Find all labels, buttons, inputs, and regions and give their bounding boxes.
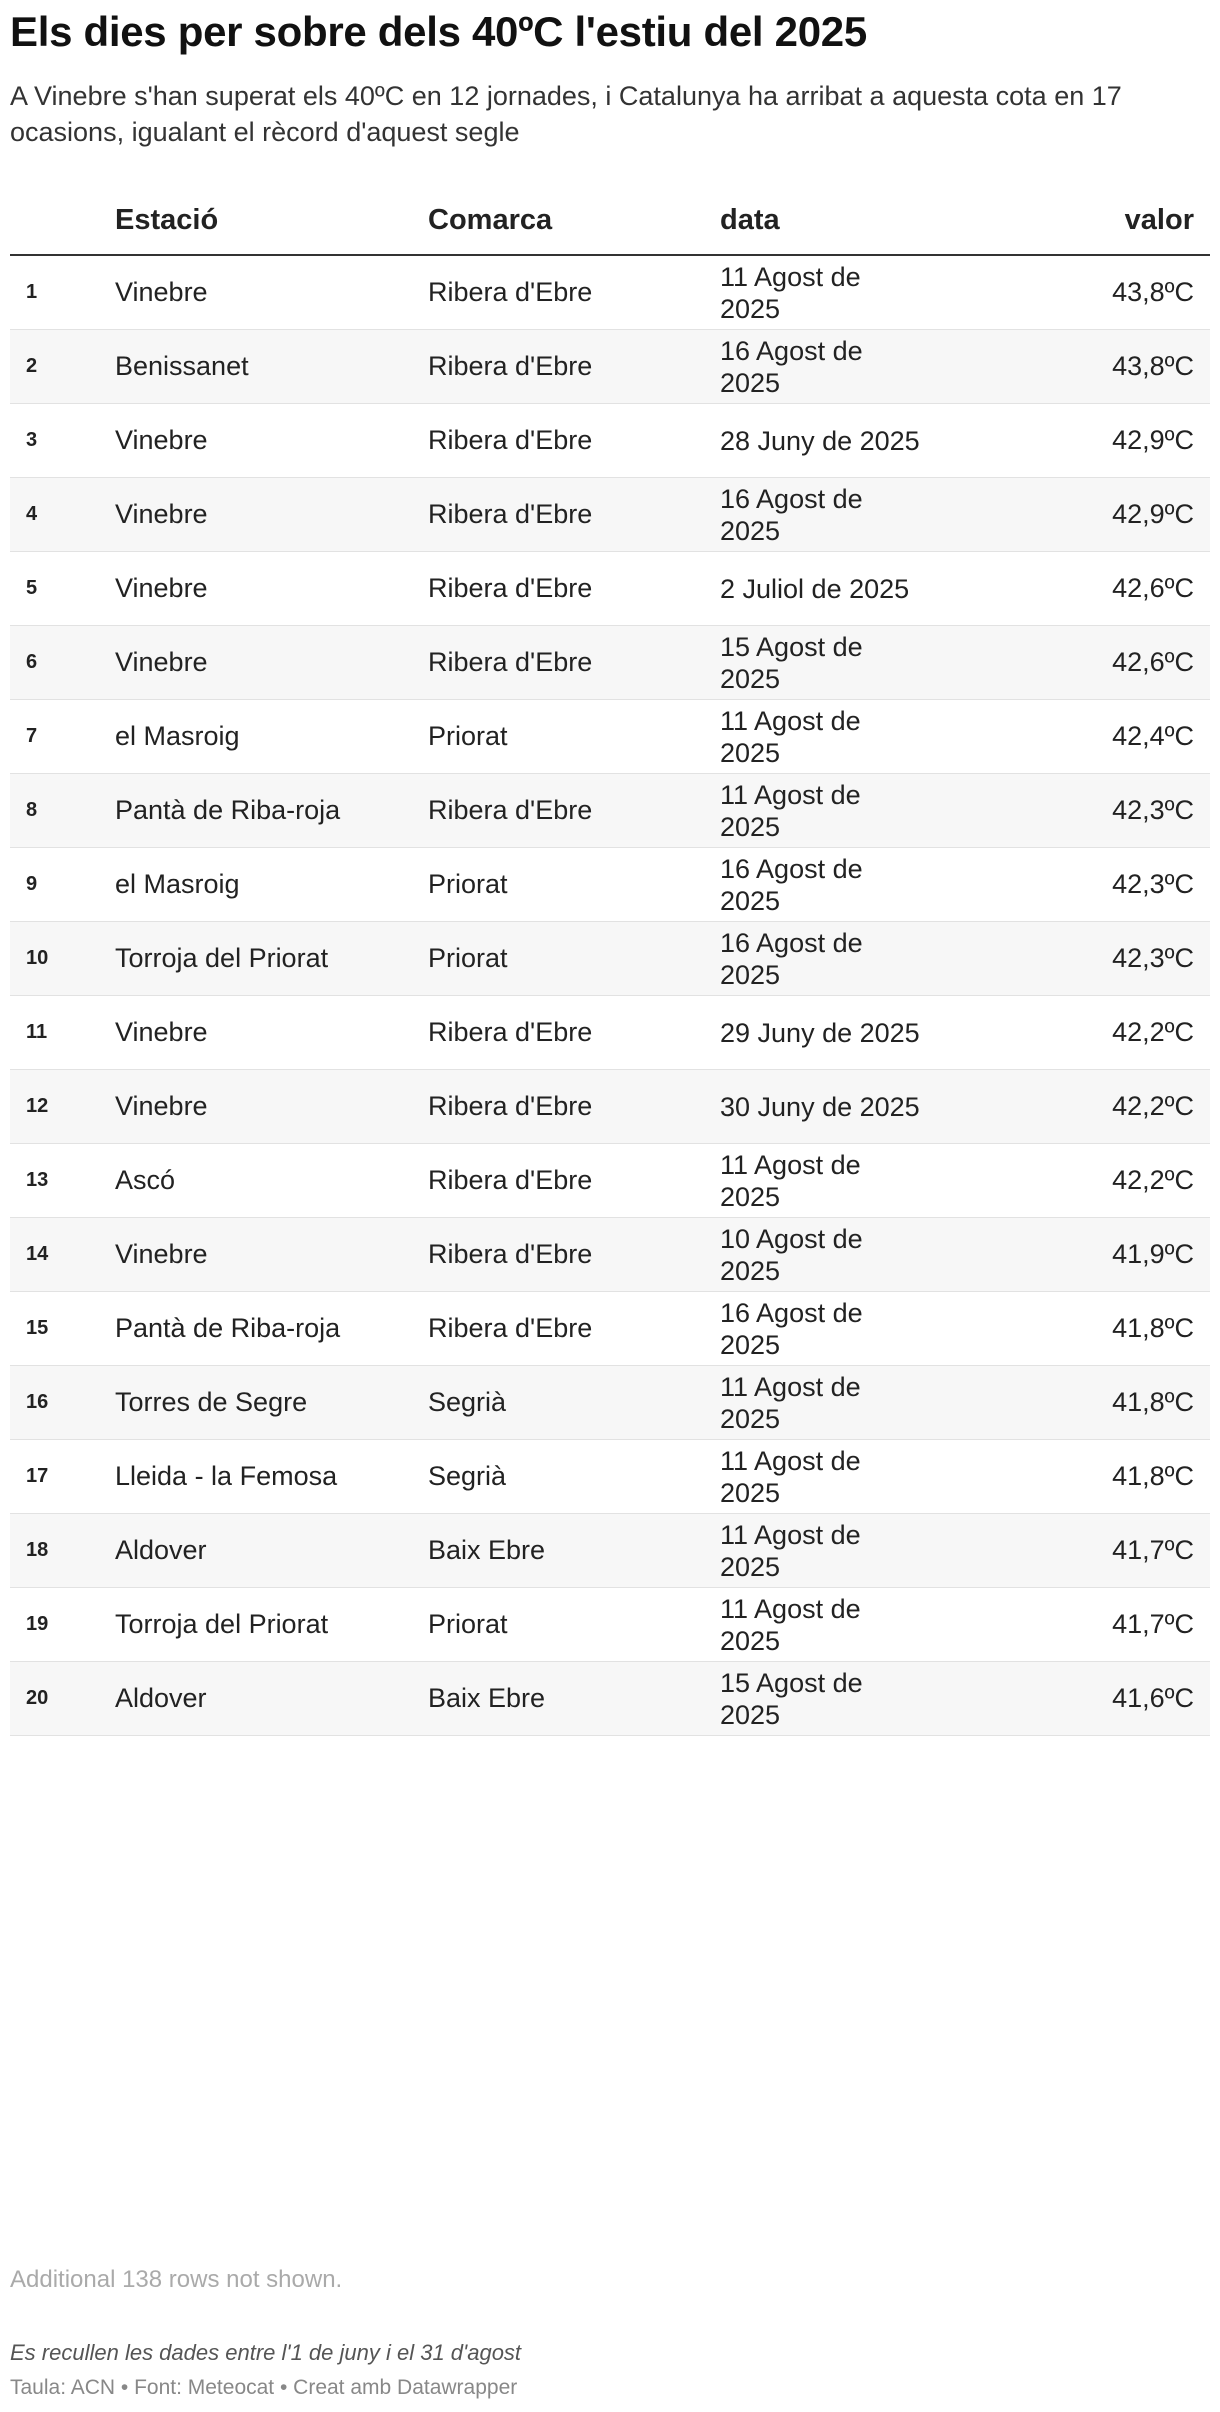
- data-table: [10, 192, 1210, 1736]
- chart-title: Els dies per sobre dels 40ºC l'estiu del 2025: [10, 8, 867, 55]
- table-row: [10, 1588, 1210, 1662]
- station-cell: Aldover: [115, 1535, 207, 1565]
- comarca-cell: Priorat: [428, 721, 508, 751]
- comarca-cell: Priorat: [428, 869, 508, 899]
- table-row: [10, 1070, 1210, 1144]
- table-row: [10, 478, 1210, 552]
- table-row: [10, 626, 1210, 700]
- station-cell: Vinebre: [115, 425, 208, 455]
- date-cell: 11 Agost de 2025: [720, 779, 861, 842]
- value-cell: 41,8ºC: [1112, 1387, 1194, 1417]
- table-row: [10, 1514, 1210, 1588]
- table-row: [10, 922, 1210, 996]
- station-cell: el Masroig: [115, 869, 240, 899]
- date-cell: 11 Agost de 2025: [720, 261, 861, 324]
- table-row: [10, 1218, 1210, 1292]
- table-header: [10, 192, 1210, 256]
- date-cell: 16 Agost de 2025: [720, 335, 863, 398]
- date-cell: 16 Agost de 2025: [720, 1297, 863, 1360]
- value-cell: 42,3ºC: [1112, 795, 1194, 825]
- station-cell: Pantà de Riba-roja: [115, 795, 341, 825]
- value-cell: 42,6ºC: [1112, 573, 1194, 603]
- rank-cell: 6: [26, 651, 38, 673]
- rank-cell: 16: [26, 1391, 49, 1413]
- rank-cell: 5: [26, 577, 38, 599]
- column-header-comarca[interactable]: Comarca: [428, 204, 553, 236]
- rank-cell: 15: [26, 1317, 49, 1339]
- comarca-cell: Ribera d'Ebre: [428, 1091, 593, 1121]
- value-cell: 42,2ºC: [1112, 1091, 1194, 1121]
- rank-cell: 8: [26, 799, 38, 821]
- comarca-cell: Ribera d'Ebre: [428, 425, 593, 455]
- table-row: [10, 1366, 1210, 1440]
- date-cell: 11 Agost de 2025: [720, 1593, 861, 1656]
- station-cell: Ascó: [115, 1165, 176, 1195]
- date-cell: 29 Juny de 2025: [720, 1017, 920, 1048]
- comarca-cell: Ribera d'Ebre: [428, 647, 593, 677]
- comarca-cell: Ribera d'Ebre: [428, 277, 593, 307]
- station-cell: Vinebre: [115, 277, 208, 307]
- rank-cell: 18: [26, 1539, 49, 1561]
- station-cell: Aldover: [115, 1683, 207, 1713]
- table-row: [10, 848, 1210, 922]
- table-row: [10, 1144, 1210, 1218]
- rank-cell: 12: [26, 1095, 49, 1117]
- date-cell: 11 Agost de 2025: [720, 1149, 861, 1212]
- station-cell: Benissanet: [115, 351, 249, 381]
- comarca-cell: Baix Ebre: [428, 1683, 546, 1713]
- rank-cell: 1: [26, 281, 38, 303]
- rank-cell: 13: [26, 1169, 49, 1191]
- data-note: Es recullen les dades entre l'1 de juny i el 31 d'agost: [10, 2340, 522, 2365]
- station-cell: Vinebre: [115, 1017, 208, 1047]
- rank-cell: 14: [26, 1243, 49, 1265]
- station-cell: Torroja del Priorat: [115, 943, 329, 973]
- table-body: [10, 256, 1210, 1736]
- date-cell: 15 Agost de 2025: [720, 1667, 863, 1730]
- value-cell: 42,9ºC: [1112, 425, 1194, 455]
- rank-cell: 4: [26, 503, 38, 525]
- date-cell: 11 Agost de 2025: [720, 705, 861, 768]
- table-row: [10, 1440, 1210, 1514]
- chart-subtitle: A Vinebre s'han superat els 40ºC en 12 jornades, i Catalunya ha arribat a aquesta cota en 17 ocasions, igualant el rècord d'aquest segle: [10, 81, 1122, 147]
- date-cell: 2 Juliol de 2025: [720, 573, 910, 604]
- comarca-cell: Baix Ebre: [428, 1535, 546, 1565]
- table-row: [10, 552, 1210, 626]
- table-row: [10, 330, 1210, 404]
- rank-cell: 11: [26, 1021, 48, 1043]
- value-cell: 41,8ºC: [1112, 1313, 1194, 1343]
- station-cell: Torroja del Priorat: [115, 1609, 329, 1639]
- table-row: [10, 256, 1210, 330]
- value-cell: 42,3ºC: [1112, 943, 1194, 973]
- value-cell: 42,2ºC: [1112, 1165, 1194, 1195]
- station-cell: Vinebre: [115, 499, 208, 529]
- date-cell: 15 Agost de 2025: [720, 631, 863, 694]
- date-cell: 11 Agost de 2025: [720, 1519, 861, 1582]
- date-cell: 11 Agost de 2025: [720, 1371, 861, 1434]
- rank-cell: 9: [26, 873, 38, 895]
- comarca-cell: Ribera d'Ebre: [428, 573, 593, 603]
- table-row: [10, 774, 1210, 848]
- value-cell: 42,9ºC: [1112, 499, 1194, 529]
- more-rows-note: Additional 138 rows not shown.: [10, 2266, 343, 2293]
- date-cell: 28 Juny de 2025: [720, 425, 920, 456]
- table-row: [10, 404, 1210, 478]
- value-cell: 41,8ºC: [1112, 1461, 1194, 1491]
- station-cell: Vinebre: [115, 1239, 208, 1269]
- rank-cell: 2: [26, 355, 38, 377]
- rank-cell: 17: [26, 1465, 49, 1487]
- value-cell: 42,4ºC: [1112, 721, 1194, 751]
- value-cell: 42,3ºC: [1112, 869, 1194, 899]
- comarca-cell: Ribera d'Ebre: [428, 351, 593, 381]
- date-cell: 30 Juny de 2025: [720, 1091, 920, 1122]
- column-header-value[interactable]: valor: [1124, 204, 1194, 236]
- value-cell: 42,2ºC: [1112, 1017, 1194, 1047]
- table-row: [10, 996, 1210, 1070]
- station-cell: el Masroig: [115, 721, 240, 751]
- comarca-cell: Ribera d'Ebre: [428, 1017, 593, 1047]
- value-cell: 41,6ºC: [1112, 1683, 1194, 1713]
- rank-cell: 7: [26, 725, 38, 747]
- table-row: [10, 700, 1210, 774]
- date-cell: 16 Agost de 2025: [720, 483, 863, 546]
- table-row: [10, 1662, 1210, 1736]
- rank-cell: 19: [26, 1613, 49, 1635]
- value-cell: 41,7ºC: [1112, 1535, 1194, 1565]
- rank-cell: 10: [26, 947, 49, 969]
- source-footer: Taula: ACN • Font: Meteocat • Creat amb Datawrapper: [10, 2376, 518, 2399]
- comarca-cell: Segrià: [428, 1461, 507, 1491]
- station-cell: Vinebre: [115, 647, 208, 677]
- station-cell: Lleida - la Femosa: [115, 1461, 338, 1491]
- value-cell: 42,6ºC: [1112, 647, 1194, 677]
- value-cell: 43,8ºC: [1112, 277, 1194, 307]
- station-cell: Torres de Segre: [115, 1387, 308, 1417]
- comarca-cell: Ribera d'Ebre: [428, 1313, 593, 1343]
- column-header-date[interactable]: data: [720, 204, 780, 236]
- table-row: [10, 1292, 1210, 1366]
- value-cell: 41,7ºC: [1112, 1609, 1194, 1639]
- value-cell: 41,9ºC: [1112, 1239, 1194, 1269]
- date-cell: 10 Agost de 2025: [720, 1223, 863, 1286]
- comarca-cell: Ribera d'Ebre: [428, 1239, 593, 1269]
- date-cell: 16 Agost de 2025: [720, 853, 863, 916]
- station-cell: Vinebre: [115, 1091, 208, 1121]
- rank-cell: 3: [26, 429, 38, 451]
- date-cell: 16 Agost de 2025: [720, 927, 863, 990]
- station-cell: Vinebre: [115, 573, 208, 603]
- comarca-cell: Priorat: [428, 1609, 508, 1639]
- rank-cell: 20: [26, 1687, 49, 1709]
- comarca-cell: Ribera d'Ebre: [428, 1165, 593, 1195]
- comarca-cell: Segrià: [428, 1387, 507, 1417]
- station-cell: Pantà de Riba-roja: [115, 1313, 341, 1343]
- comarca-cell: Ribera d'Ebre: [428, 499, 593, 529]
- comarca-cell: Ribera d'Ebre: [428, 795, 593, 825]
- comarca-cell: Priorat: [428, 943, 508, 973]
- value-cell: 43,8ºC: [1112, 351, 1194, 381]
- date-cell: 11 Agost de 2025: [720, 1445, 861, 1508]
- column-header-station[interactable]: Estació: [115, 204, 219, 236]
